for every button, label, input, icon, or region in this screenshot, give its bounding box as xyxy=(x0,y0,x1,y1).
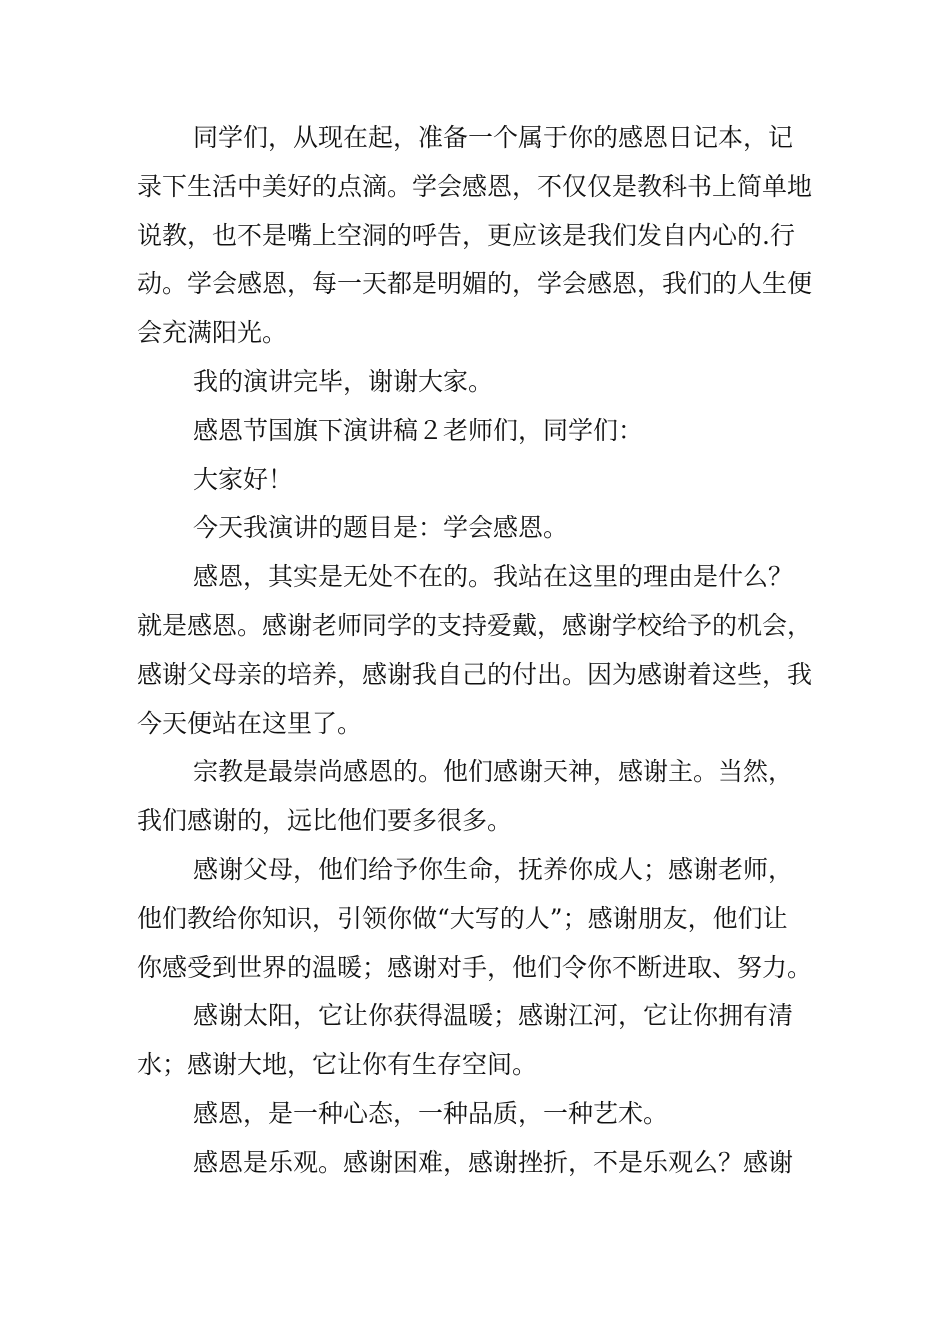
paragraph-10 xyxy=(137,1090,837,1139)
text-line: 会充满阳光。 xyxy=(137,318,288,348)
text-line: 大家好！ xyxy=(193,464,294,494)
text-line: 今天便站在这里了。 xyxy=(137,708,363,738)
paragraph-3-heading xyxy=(137,407,837,456)
paragraph-8 xyxy=(137,846,837,992)
text-line: 宗教是最崇尚感恩的。他们感谢天神，感谢主。当然， xyxy=(193,757,794,787)
text-line: 就是感恩。感谢老师同学的支持爱戴，感谢学校给予的机会， xyxy=(137,610,813,640)
text-line: 我的演讲完毕，谢谢大家。 xyxy=(193,366,494,396)
text-line: 感谢父母亲的培养，感谢我自己的付出。因为感谢着这些，我 xyxy=(137,659,813,689)
text-line: 说教，也不是嘴上空洞的呼告，更应该是我们发自内心的.行 xyxy=(137,220,795,250)
text-line: 感恩，是一种心态，一种品质，一种艺术。 xyxy=(193,1098,669,1128)
text-line: 感谢太阳，它让你获得温暖；感谢江河，它让你拥有清 xyxy=(193,1001,794,1031)
text-line: 我们感谢的，远比他们要多很多。 xyxy=(137,806,513,836)
text-line: 同学们，从现在起，准备一个属于你的感恩日记本，记 xyxy=(193,123,794,152)
paragraph-4 xyxy=(137,456,837,505)
paragraph-7 xyxy=(137,748,837,846)
text-line: 录下生活中美好的点滴。学会感恩，不仅仅是教科书上简单地 xyxy=(137,171,813,201)
text-line: 动。学会感恩，每一天都是明媚的，学会感恩，我们的人生便 xyxy=(137,269,813,299)
paragraph-5 xyxy=(137,504,837,553)
paragraph-2 xyxy=(137,358,837,407)
text-line: 感恩是乐观。感谢困难，感谢挫折，不是乐观么？感谢 xyxy=(193,1147,794,1177)
text-line: 感谢父母，他们给予你生命，抚养你成人；感谢老师， xyxy=(193,854,794,884)
document-body xyxy=(137,114,837,1188)
paragraph-9 xyxy=(137,992,837,1090)
text-line: 感恩，其实是无处不在的。我站在这里的理由是什么？ xyxy=(193,562,794,592)
text-line: 今天我演讲的题目是：学会感恩。 xyxy=(193,513,569,543)
paragraph-11 xyxy=(137,1139,837,1188)
text-line: 你感受到世界的温暖；感谢对手，他们令你不断进取、努力。 xyxy=(137,952,813,982)
paragraph-1 xyxy=(137,114,837,358)
text-line: 感恩节国旗下演讲稿２老师们，同学们： xyxy=(193,415,644,445)
text-line: 水；感谢大地，它让你有生存空间。 xyxy=(137,1050,538,1080)
paragraph-6 xyxy=(137,553,837,748)
text-line: 他们教给你知识，引领你做“大写的人”；感谢朋友，他们让 xyxy=(137,903,788,933)
